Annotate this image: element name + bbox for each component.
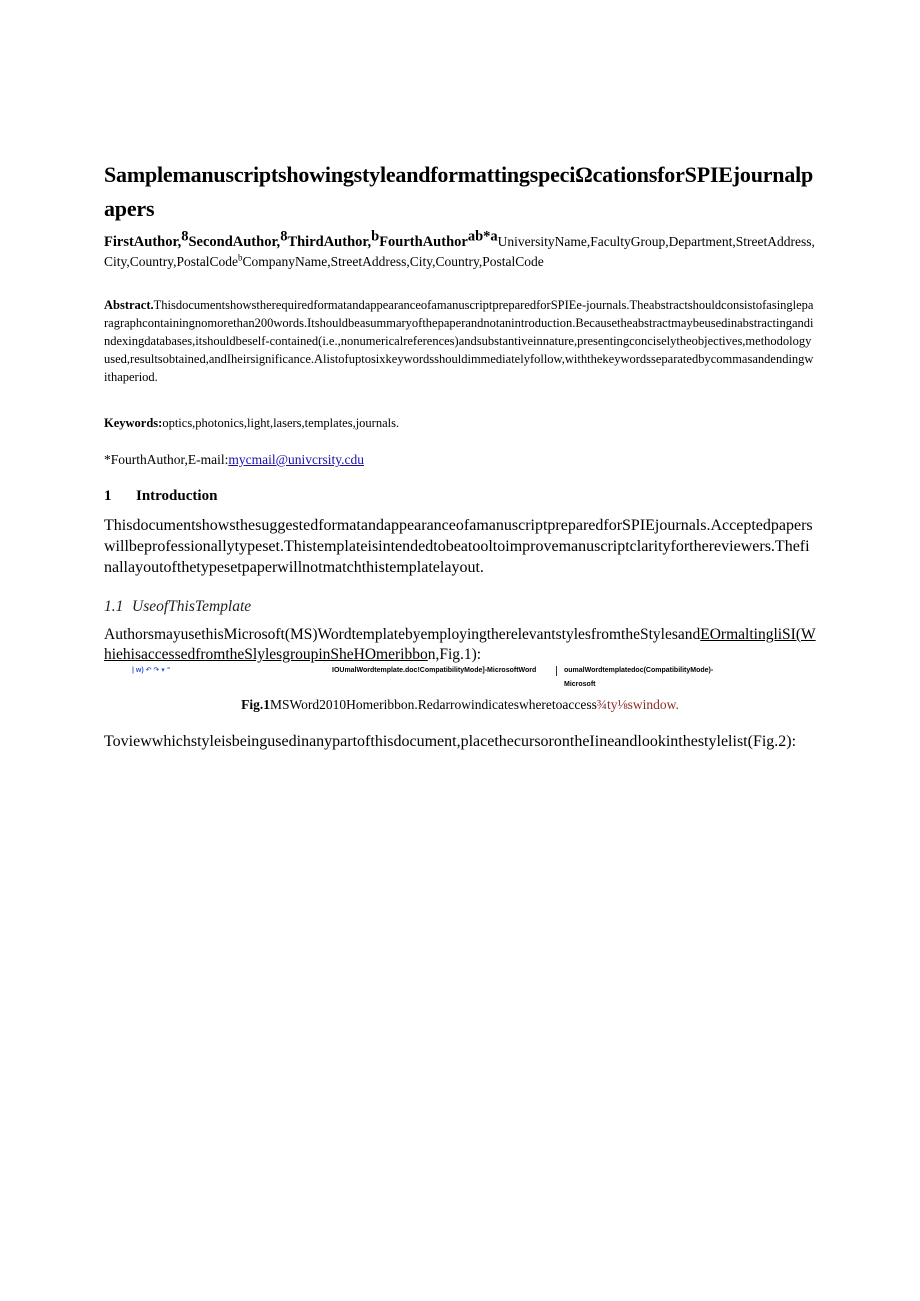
subsection-number: 1.1 xyxy=(104,598,124,615)
author-2-sup: 8 xyxy=(280,228,288,245)
abstract-label: Abstract. xyxy=(104,298,154,312)
figure-1-caption xyxy=(0,695,920,715)
abstract xyxy=(104,296,816,386)
affiliation-a: UniversityName,FacultyGroup,Department,StreetAddress,City,Country,PostalCode xyxy=(104,234,815,269)
keywords-text: optics,photonics,light,lasers,templates,journals. xyxy=(162,416,400,430)
paragraph-end: n,Fig.1): xyxy=(427,646,482,663)
paragraph-underlined: EOrmaltingliSI(WhiehisaccessedfromtheSlylesgroupinSheHOmeribbo xyxy=(104,626,816,663)
figure-caption-red-text: ¾ty⅛swindow. xyxy=(596,697,679,712)
author-block xyxy=(104,228,816,272)
affiliation-b: CompanyName,StreetAddress,City,Country,PostalCode xyxy=(242,254,544,269)
abstract-text: ThisdocumentshowstherequiredformatandappearanceofamanuscriptpreparedforSPIEe-journals.Theabstractshouldconsistofasingleparagraphcontainingnomorethan200words.Itshouldbeasummaryofthepaperandnotanintroduction.Becausetheabstractmaybeusedinabstractingandindexingdatabases,itshouldbeself-contained(i.e.,nonumericalreferences)andsubstantiveinnature,presentingconciselytheobjectives,methodologyused,resultsobtained,andIheirsignificance.Alistofuptosixkeywordsshouldimmediatelyfollow,withthekeywordsseparatedbycommasandendingwithaperiod. xyxy=(104,298,814,384)
ribbon-title-2: oumalWordtemplatedoc(CompatibilityMode)-Microsoft xyxy=(564,667,714,688)
ribbon-screenshot xyxy=(132,664,742,688)
author-1: FirstAuthor, xyxy=(104,234,182,250)
style-list-paragraph: Toviewwhichstyleisbeingusedinanypartofthisdocument,placethecursorontheIineandlookinthestylelist(Fig.2): xyxy=(104,733,797,750)
figure-caption-text: MSWord2010Homeribbon.Redarrowindicateswheretoaccess xyxy=(269,697,597,712)
paragraph-start: AuthorsmayusethisMicrosoft(MS)WordtemplatebyemployingtherelevantstylesfromtheStylesand xyxy=(104,626,701,643)
ribbon-title-1: IOUmalWordtemplate.doc!CompatibilityMode]-MicrosoftWord xyxy=(332,667,537,674)
template-usage-paragraph xyxy=(104,625,816,665)
ribbon-divider xyxy=(556,666,557,676)
section-number: 1 xyxy=(104,488,112,504)
affiliation-b-sup: b xyxy=(238,252,243,263)
email-link[interactable]: mycmail@univcrsity.cdu xyxy=(228,452,364,467)
keywords xyxy=(104,414,816,432)
subsection-heading-use-of-template xyxy=(104,597,816,617)
section-title: Introduction xyxy=(136,488,218,504)
correspondence-prefix: *FourthAuthor,E-mail: xyxy=(104,452,229,467)
author-3: ThirdAuthor, xyxy=(287,234,372,250)
author-4: FourthAuthor xyxy=(379,234,468,250)
section-heading-introduction xyxy=(104,486,816,506)
paper-title: SamplemanuscriptshowingstyleandformattingspeciΩcationsforSPIEjournalpapers xyxy=(104,162,814,221)
author-4-sup: ab*a xyxy=(467,228,498,245)
author-3-sup: b xyxy=(371,228,380,245)
introduction-paragraph: ThisdocumentshowsthesuggestedformatandappearanceofamanuscriptpreparedforSPIEjournals.Acceptedpaperswillbeprofessionallytypeset.Thistemplateisintendedtobeatooltoimprovemanuscriptclarityforthereviewers.Thefinallayoutofthetypesetpaperwillnotmatchthistemplatelayout. xyxy=(104,517,813,576)
author-1-sup: 8 xyxy=(181,228,189,245)
quick-access-toolbar: | w) ↶ ↷ ▾ ⁼ xyxy=(132,667,171,674)
author-2: SecondAuthor, xyxy=(188,234,281,250)
correspondence xyxy=(104,450,816,470)
figure-label: Fig.1 xyxy=(241,697,270,712)
keywords-label: Keywords: xyxy=(104,416,163,430)
subsection-title: UseofThisTemplate xyxy=(132,598,252,615)
